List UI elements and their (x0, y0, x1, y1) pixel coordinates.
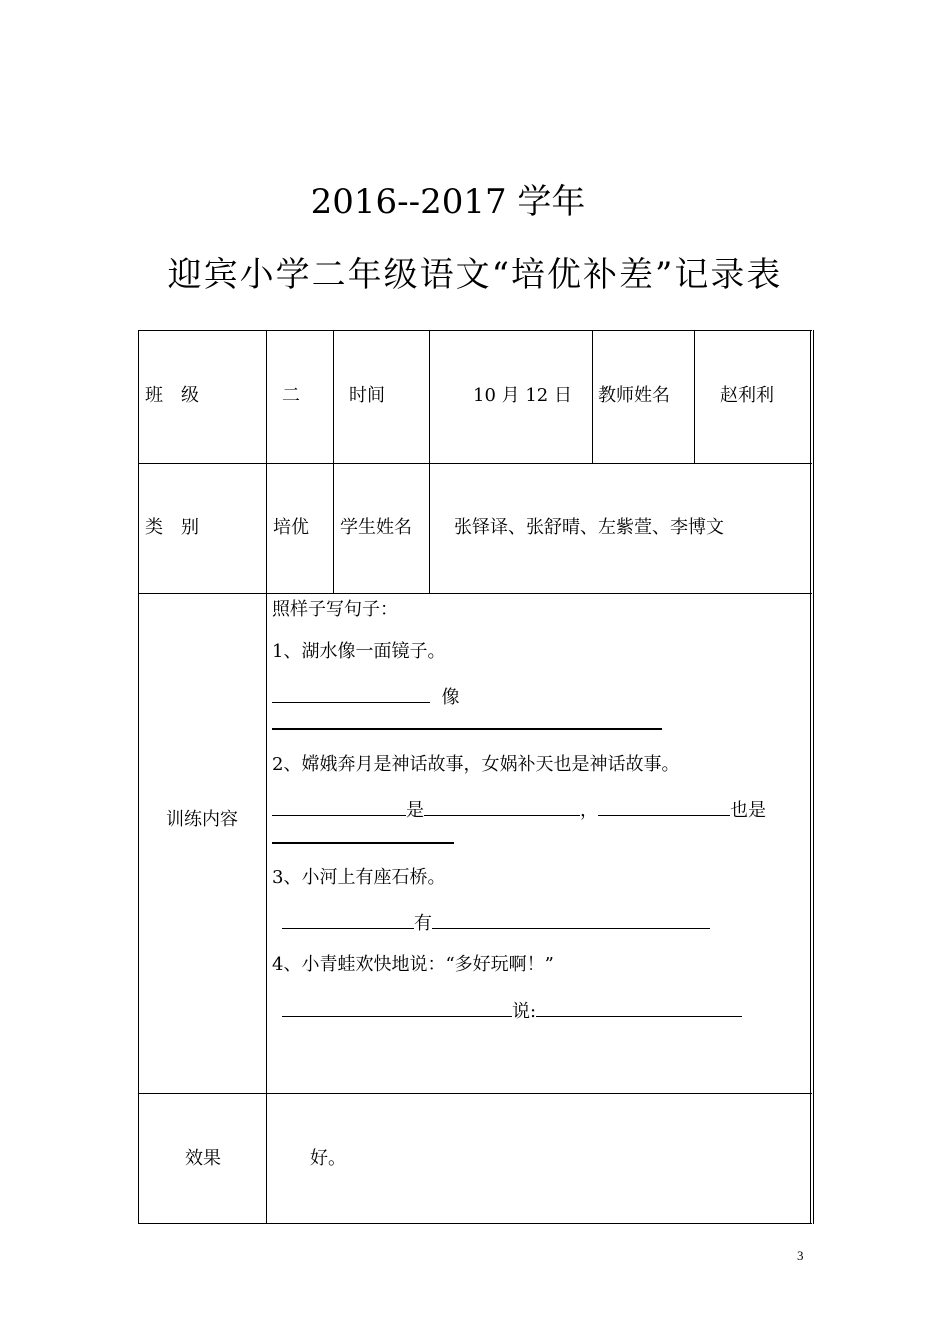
time-value: 10 月 12 日 (473, 385, 572, 406)
category-value: 培优 (273, 517, 309, 538)
table-border-right (810, 330, 811, 1224)
connector-word: 有 (414, 913, 432, 934)
fill-blank (598, 797, 730, 816)
fill-blank (272, 728, 662, 730)
answer-line-4 (282, 998, 742, 1024)
effect-value: 好。 (310, 1148, 346, 1169)
connector-word: 是 (406, 800, 424, 821)
connector-word: 也是 (730, 800, 766, 821)
teacher-label: 教师姓名 (598, 385, 670, 406)
effect-label: 效果 (185, 1148, 221, 1169)
question-4: 4、小青蛙欢快地说：“多好玩啊！” (272, 954, 554, 975)
connector-word: 说: (512, 1001, 537, 1022)
table-border-top (138, 330, 812, 331)
fill-blank (272, 842, 454, 844)
table-col-divider (592, 330, 593, 463)
table-col-divider (429, 330, 430, 593)
page-number: 3 (797, 1248, 804, 1263)
answer-line-2 (272, 797, 766, 823)
question-3: 3、小河上有座石桥。 (272, 867, 446, 888)
training-label: 训练内容 (166, 809, 238, 830)
fill-blank (272, 684, 430, 703)
year-heading: 2016--2017 学年 (310, 182, 586, 222)
table-border-bottom (138, 1223, 812, 1224)
students-value: 张铎译、张舒晴、左紫萱、李博文 (454, 517, 724, 538)
students-label: 学生姓名 (340, 517, 412, 538)
category-label: 类 别 (145, 517, 199, 538)
answer-line-3 (282, 910, 710, 936)
fill-blank (272, 797, 406, 816)
fill-blank (536, 998, 742, 1017)
connector-word: 像 (441, 687, 460, 708)
fill-blank (282, 998, 512, 1017)
table-col-divider (266, 330, 267, 1224)
table-border-right-double (813, 330, 814, 1224)
training-intro: 照样子写句子： (272, 599, 398, 620)
comma: ， (580, 800, 598, 821)
question-2: 2、嫦娥奔月是神话故事，女娲补天也是神话故事。 (272, 754, 680, 775)
fill-blank (432, 910, 710, 929)
teacher-value: 赵利利 (720, 385, 774, 406)
class-label: 班 级 (145, 385, 199, 406)
fill-blank (282, 910, 414, 929)
table-divider (138, 463, 812, 464)
question-1: 1、湖水像一面镜子。 (272, 641, 446, 662)
table-border-left (138, 330, 139, 1224)
table-divider (138, 1093, 812, 1094)
table-divider (138, 593, 812, 594)
time-label: 时间 (349, 385, 385, 406)
answer-line-1 (272, 684, 459, 710)
fill-blank (424, 797, 580, 816)
class-value: 二 (282, 385, 300, 406)
table-col-divider (333, 330, 334, 593)
page-title: 迎宾小学二年级语文“培优补差”记录表 (167, 255, 783, 295)
table-col-divider (694, 330, 695, 463)
